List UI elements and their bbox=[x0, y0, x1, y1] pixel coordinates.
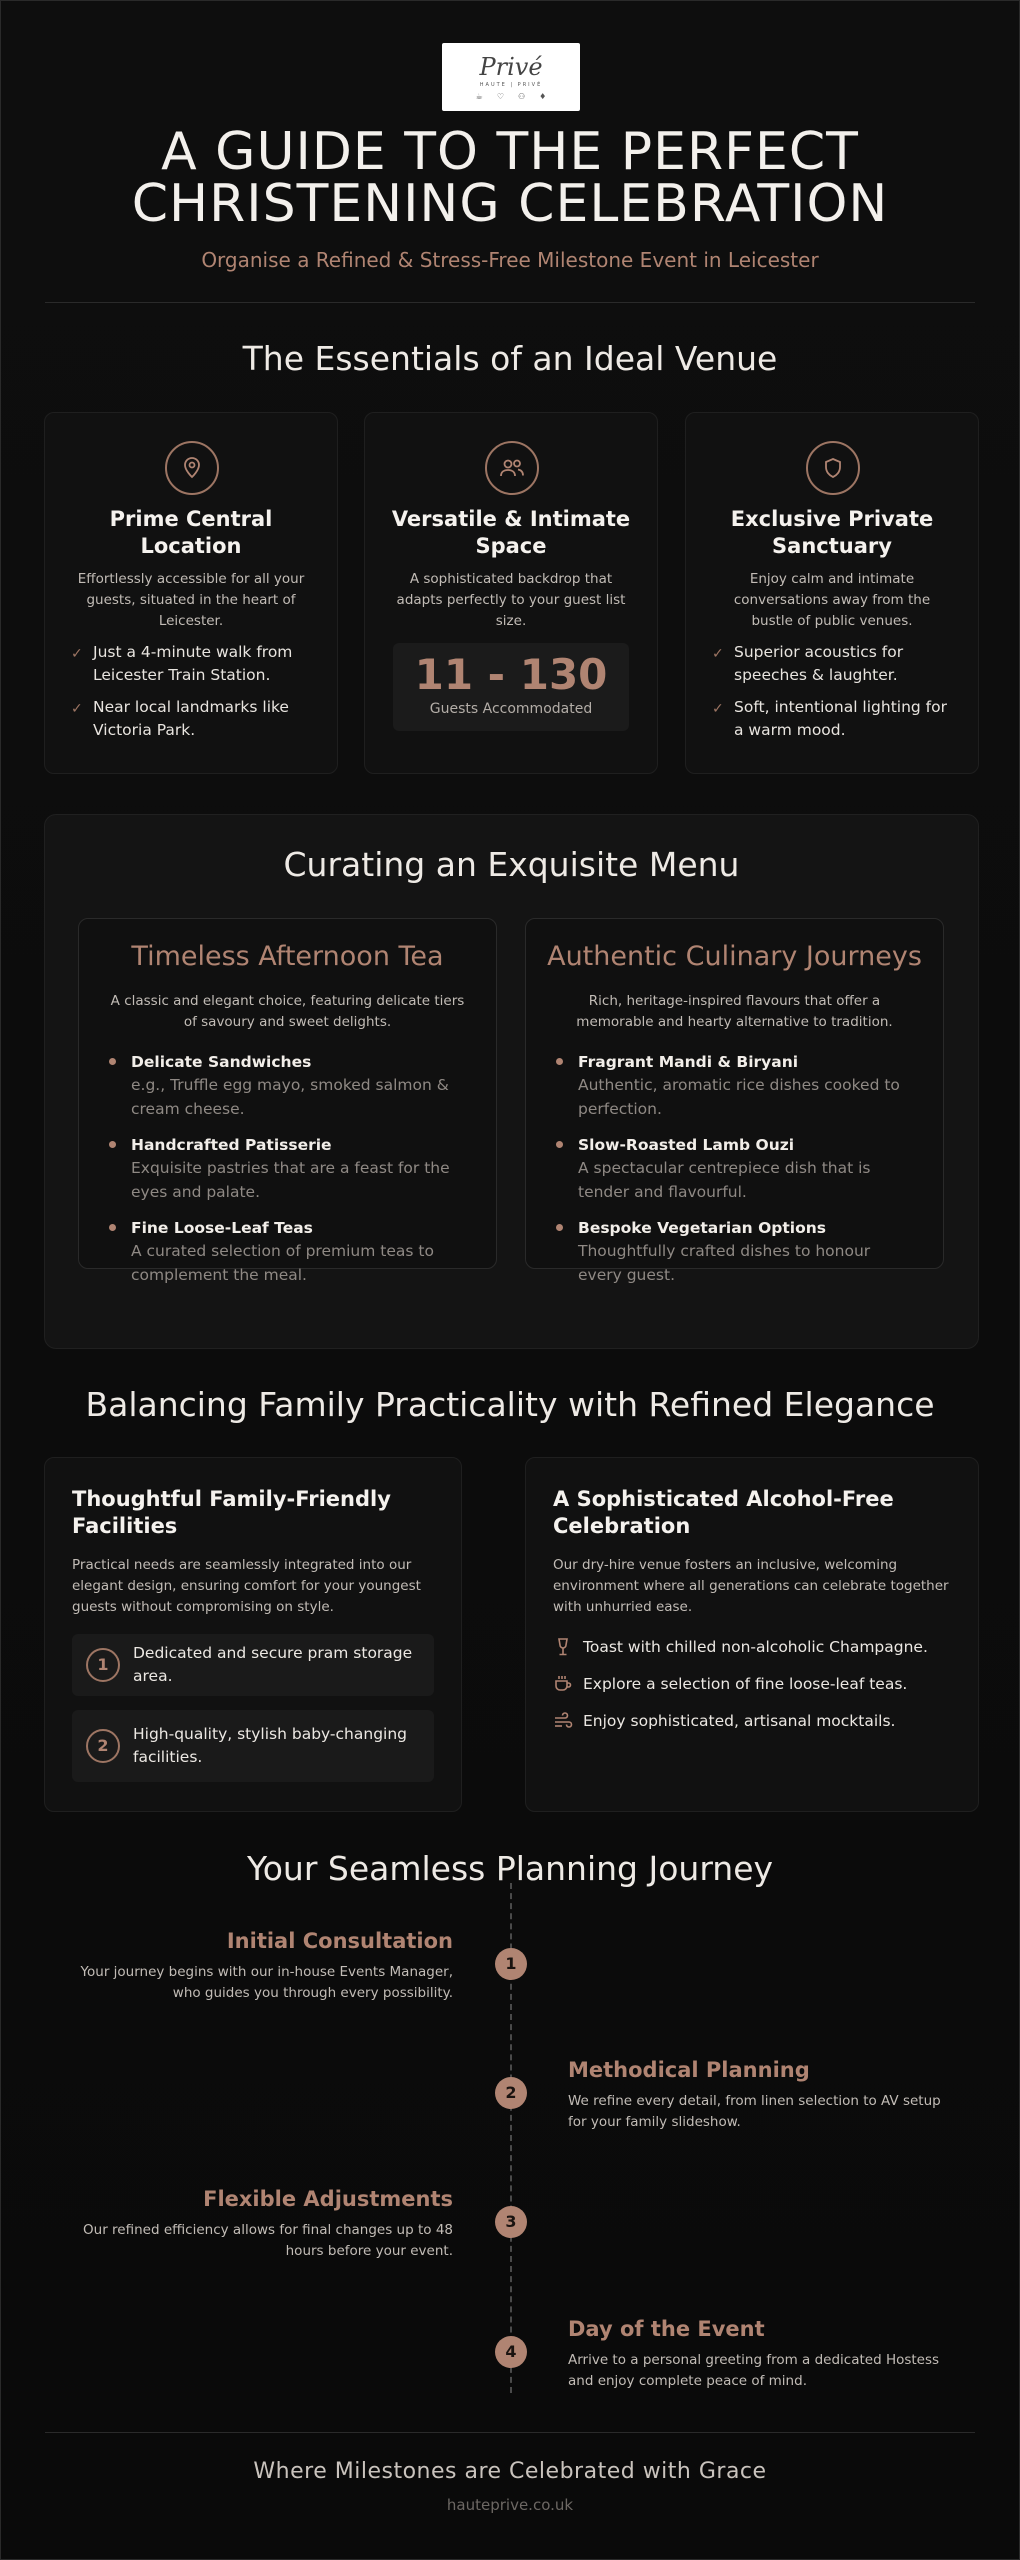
venue-card-title: Versatile & Intimate Space bbox=[391, 507, 631, 558]
alcohol-free-title: A Sophisticated Alcohol-Free Celebration bbox=[553, 1487, 894, 1538]
facility-number: 1 bbox=[86, 1648, 120, 1682]
list-item: ✓ Soft, intentional lighting for a warm mood. bbox=[712, 698, 947, 739]
shield-icon bbox=[806, 441, 860, 495]
venue-card-location bbox=[44, 412, 338, 774]
footer-tagline: Where Milestones are Celebrated with Grace bbox=[253, 2459, 767, 2484]
check-icon: ✓ bbox=[712, 701, 724, 717]
menu-item-name: Handcrafted Patisserie bbox=[131, 1136, 332, 1154]
menu-item bbox=[107, 1217, 468, 1287]
list-item: ✓ Near local landmarks like Victoria Park. bbox=[71, 698, 289, 739]
timeline-step-number: 1 bbox=[495, 1948, 527, 1980]
family-facilities-card bbox=[44, 1457, 462, 1812]
alcohol-free-list bbox=[553, 1636, 958, 1747]
bullet bbox=[556, 1224, 563, 1231]
menu-item-name: Fine Loose-Leaf Teas bbox=[131, 1219, 313, 1237]
menu-card-desc: A classic and elegant choice, featuring delicate tiers of savoury and sweet delights. bbox=[110, 993, 465, 1030]
timeline-step bbox=[568, 2316, 958, 2392]
menu-list bbox=[107, 1051, 468, 1300]
menu-card-title: Authentic Culinary Journeys bbox=[547, 941, 922, 972]
venue-card-list bbox=[71, 641, 317, 751]
bullet bbox=[556, 1141, 563, 1148]
facilities-title: Thoughtful Family-Friendly Facilities bbox=[72, 1487, 391, 1538]
menu-item bbox=[107, 1134, 468, 1204]
menu-item bbox=[554, 1217, 915, 1287]
facility-item bbox=[72, 1710, 434, 1782]
timeline-step-number: 3 bbox=[495, 2206, 527, 2238]
weddings-icon: ♡ bbox=[496, 91, 504, 101]
bullet bbox=[556, 1058, 563, 1065]
menu-card-title: Timeless Afternoon Tea bbox=[131, 941, 444, 972]
guest-capacity-box bbox=[393, 643, 629, 731]
menu-item-name: Fragrant Mandi & Biryani bbox=[578, 1053, 799, 1071]
venue-card-desc: Effortlessly accessible for all your guests, situated in the heart of Leicester. bbox=[77, 571, 305, 629]
facility-number: 2 bbox=[86, 1729, 120, 1763]
divider bbox=[45, 2432, 975, 2433]
check-icon: ✓ bbox=[712, 646, 724, 662]
menu-item-text: e.g., Truffle egg mayo, smoked salmon & cream cheese. bbox=[131, 1076, 449, 1118]
venue-card-desc: Enjoy calm and intimate conversations away from the bustle of public venues. bbox=[733, 571, 931, 629]
champagne-glass-icon bbox=[553, 1637, 573, 1657]
menu-card-desc: Rich, heritage-inspired flavours that offer a memorable and hearty alternative to tradition. bbox=[576, 993, 893, 1030]
conferences-icon: ⚇ bbox=[518, 91, 526, 101]
page-title bbox=[1, 122, 1019, 234]
facility-text: Dedicated and secure pram storage area. bbox=[133, 1644, 413, 1685]
logo-icons bbox=[476, 92, 547, 101]
facility-item bbox=[72, 1634, 434, 1696]
list-item: ✓ Just a 4-minute walk from Leicester Train Station. bbox=[71, 643, 293, 684]
menu-item-name: Delicate Sandwiches bbox=[131, 1053, 312, 1071]
page-subtitle: Organise a Refined & Stress-Free Milestone Event in Leicester bbox=[201, 248, 819, 272]
menu-card-afternoon-tea bbox=[78, 918, 497, 1284]
wind-icon bbox=[553, 1711, 573, 1731]
menu-list bbox=[554, 1051, 915, 1300]
menu-section bbox=[44, 814, 979, 1349]
menu-item bbox=[554, 1051, 915, 1121]
menu-item-text: A spectacular centrepiece dish that is tender and flavourful. bbox=[578, 1159, 871, 1201]
menu-item-name: Slow-Roasted Lamb Ouzi bbox=[578, 1136, 795, 1154]
title-line-1: A GUIDE TO THE PERFECT bbox=[161, 122, 859, 182]
planning-section-title: Your Seamless Planning Journey bbox=[246, 1849, 774, 1888]
users-icon bbox=[485, 441, 539, 495]
venue-card-desc: A sophisticated backdrop that adapts perfectly to your guest list size. bbox=[396, 571, 626, 629]
guest-capacity-number: 11 - 130 bbox=[414, 650, 608, 699]
family-section-title: Balancing Family Practicality with Refined Elegance bbox=[85, 1385, 935, 1424]
venue-card-space bbox=[364, 412, 658, 774]
menu-section-title: Curating an Exquisite Menu bbox=[283, 845, 740, 884]
list-item: ✓ Superior acoustics for speeches & laughter. bbox=[712, 643, 904, 684]
bullet bbox=[109, 1141, 116, 1148]
bullet bbox=[109, 1224, 116, 1231]
timeline-step bbox=[63, 2186, 453, 2262]
title-line-2: CHRISTENING CELEBRATION bbox=[131, 174, 889, 234]
timeline-step-title: Flexible Adjustments bbox=[203, 2187, 453, 2211]
footer-link[interactable]: hauteprive.co.uk bbox=[446, 2496, 574, 2514]
menu-item-name: Bespoke Vegetarian Options bbox=[578, 1219, 826, 1237]
menu-item-text: Thoughtfully crafted dishes to honour every guest. bbox=[578, 1242, 871, 1284]
timeline-step bbox=[63, 1928, 453, 2004]
timeline-step-title: Day of the Event bbox=[568, 2317, 765, 2341]
facilities-desc: Practical needs are seamlessly integrated into our elegant design, ensuring comfort for your youngest guests without compromising on style. bbox=[72, 1557, 421, 1615]
menu-item bbox=[107, 1051, 468, 1121]
timeline-step-number: 4 bbox=[495, 2336, 527, 2368]
logo-script: Privé bbox=[479, 52, 543, 81]
venue-card-list bbox=[712, 641, 958, 751]
timeline-step-title: Initial Consultation bbox=[226, 1929, 453, 1953]
menu-item-text: Exquisite pastries that are a feast for the eyes and palate. bbox=[131, 1159, 450, 1201]
logo-subtitle: HAUTE | PRIVÉ bbox=[479, 81, 543, 88]
facility-text: High-quality, stylish baby-changing facilities. bbox=[133, 1725, 408, 1766]
alcohol-free-card bbox=[525, 1457, 979, 1812]
timeline-step-number: 2 bbox=[495, 2077, 527, 2109]
timeline-step-text: Arrive to a personal greeting from a dedicated Hostess and enjoy complete peace of mind. bbox=[568, 2352, 940, 2389]
teacup-icon bbox=[553, 1674, 573, 1694]
venue-card-privacy bbox=[685, 412, 979, 774]
timeline-step bbox=[568, 2057, 958, 2133]
alcohol-free-desc: Our dry-hire venue fosters an inclusive, welcoming environment where all generations can celebrate together with unhurried ease. bbox=[553, 1557, 949, 1615]
guest-capacity-label: Guests Accommodated bbox=[429, 701, 593, 717]
list-item: Explore a selection of fine loose-leaf teas. bbox=[553, 1673, 958, 1695]
timeline-step-title: Methodical Planning bbox=[568, 2058, 810, 2082]
check-icon: ✓ bbox=[71, 646, 83, 662]
venue-card-title: Prime Central Location bbox=[109, 507, 273, 558]
bullet bbox=[109, 1058, 116, 1065]
venue-card-title: Exclusive Private Sanctuary bbox=[730, 507, 934, 558]
menu-card-culinary bbox=[525, 918, 944, 1284]
list-item: Enjoy sophisticated, artisanal mocktails. bbox=[553, 1710, 958, 1732]
list-item: Toast with chilled non-alcoholic Champagne. bbox=[553, 1636, 958, 1658]
timeline-step-text: Our refined efficiency allows for final changes up to 48 hours before your event. bbox=[83, 2222, 453, 2259]
afternoon-tea-icon: ☕ bbox=[475, 91, 483, 101]
events-icon: ♦ bbox=[539, 91, 547, 101]
divider bbox=[45, 302, 975, 303]
timeline-step-text: We refine every detail, from linen selection to AV setup for your family slideshow. bbox=[568, 2093, 941, 2130]
menu-item-text: Authentic, aromatic rice dishes cooked to perfection. bbox=[578, 1076, 900, 1118]
venue-section-title: The Essentials of an Ideal Venue bbox=[242, 339, 778, 378]
timeline-step-text: Your journey begins with our in-house Events Manager, who guides you through every possibility. bbox=[80, 1964, 453, 2001]
brand-logo[interactable] bbox=[442, 43, 580, 111]
menu-item-text: A curated selection of premium teas to complement the meal. bbox=[131, 1242, 434, 1284]
menu-item bbox=[554, 1134, 915, 1204]
check-icon: ✓ bbox=[71, 701, 83, 717]
location-pin-icon bbox=[165, 441, 219, 495]
